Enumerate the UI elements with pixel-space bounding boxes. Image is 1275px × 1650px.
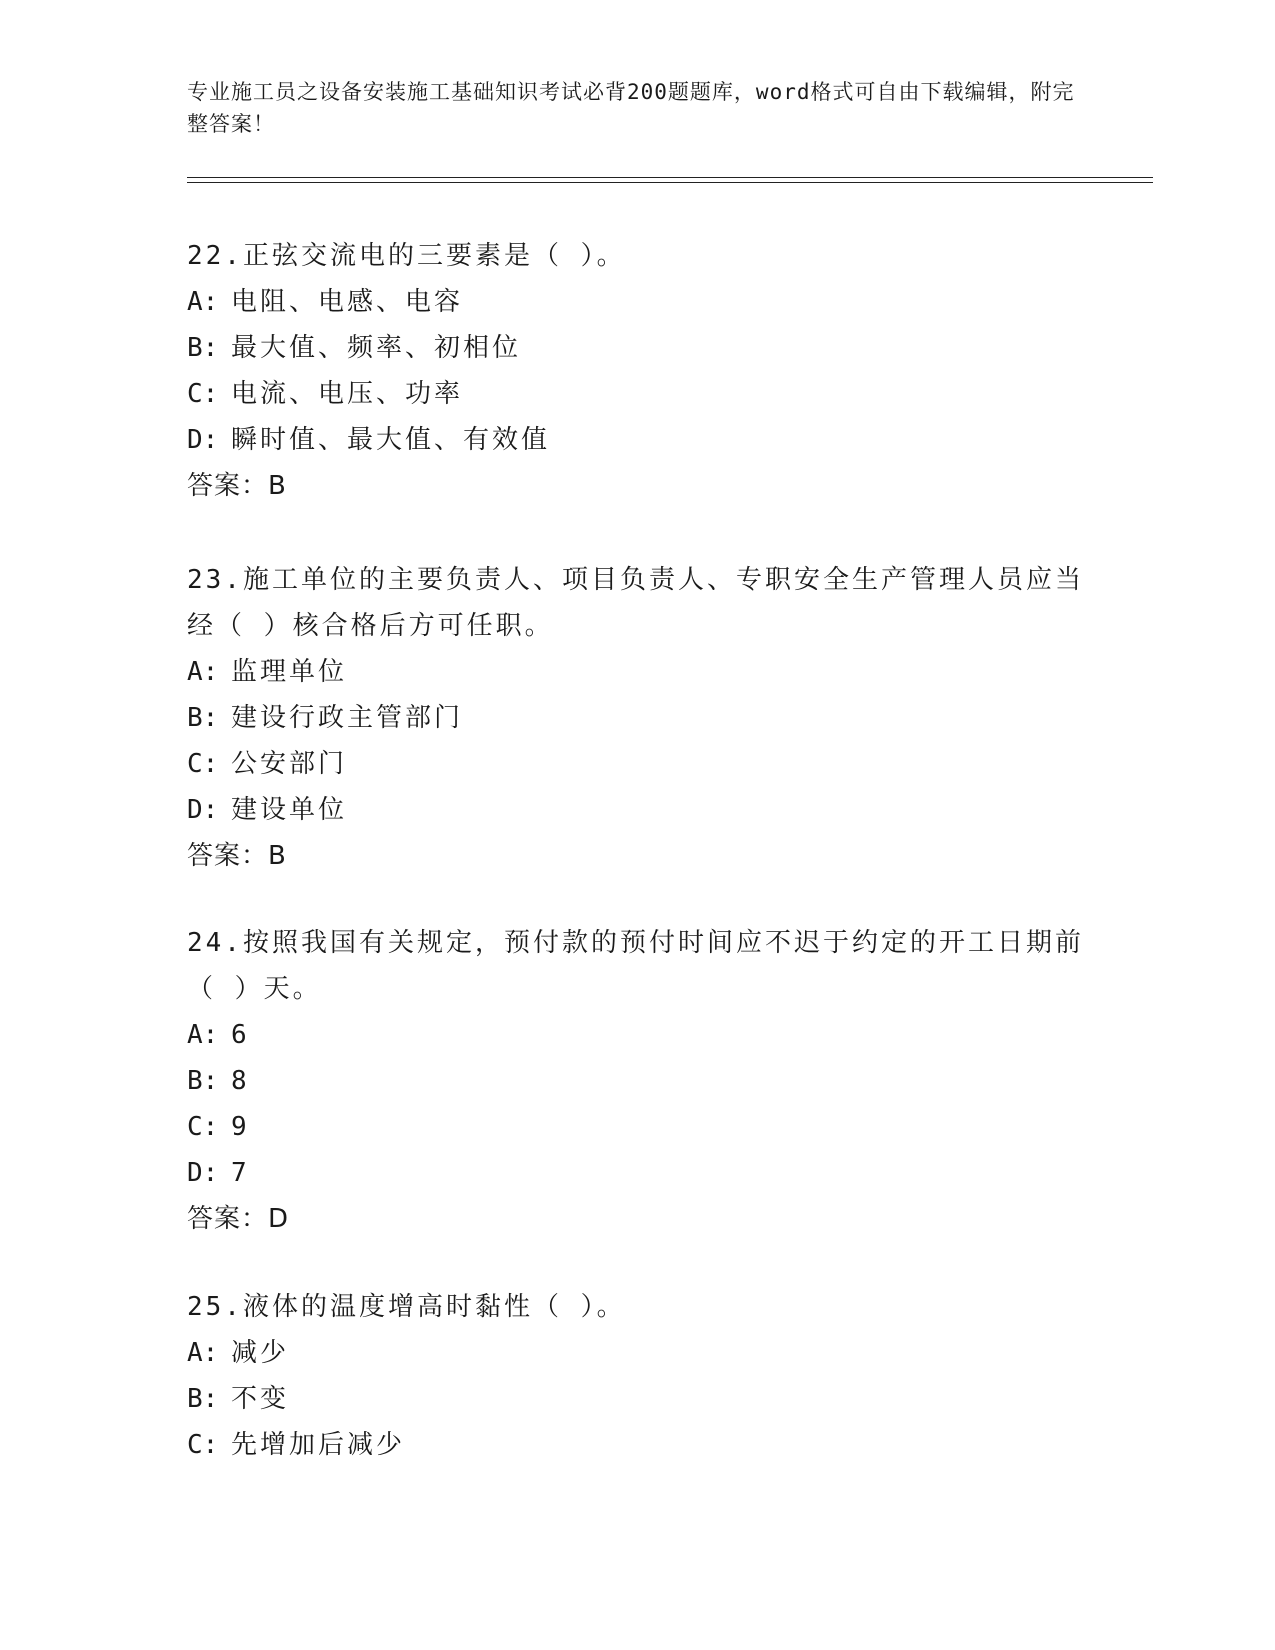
option-c (187, 1422, 1087, 1468)
option-text: 电阻、电感、电容 (231, 287, 464, 317)
option-text: 瞬时值、最大值、有效值 (231, 425, 551, 455)
option-text: 不变 (231, 1384, 290, 1414)
option-a (187, 1330, 1087, 1376)
option-letter: C: (187, 749, 219, 779)
question-text: 24.按照我国有关规定，预付款的预付时间应不迟于约定的开工日期前（ ）天。 (187, 928, 1084, 1004)
option-letter: C: (187, 379, 219, 409)
question-23 (187, 557, 1087, 879)
option-letter: D: (187, 1158, 219, 1188)
option-text: 建设单位 (231, 795, 348, 825)
option-text: 减少 (231, 1338, 290, 1368)
option-c (187, 371, 1087, 417)
option-letter: B: (187, 1384, 219, 1414)
option-text: 公安部门 (231, 749, 348, 779)
answer-line: 答案：B (187, 471, 287, 501)
question-25 (187, 1284, 1087, 1468)
option-text: 电流、电压、功率 (231, 379, 464, 409)
option-letter: A: (187, 287, 219, 317)
question-22 (187, 233, 1087, 509)
option-d (187, 417, 1087, 463)
option-letter: A: (187, 1338, 219, 1368)
answer-line: 答案：B (187, 841, 287, 871)
option-c (187, 1104, 1087, 1150)
option-a (187, 1012, 1087, 1058)
option-letter: A: (187, 657, 219, 687)
document-intro: 专业施工员之设备安装施工基础知识考试必背200题题库，word格式可自由下载编辑，附完整答案！ (187, 80, 1075, 136)
header-divider-top (187, 177, 1153, 178)
option-text: 6 (231, 1020, 250, 1050)
option-b (187, 695, 1087, 741)
option-letter: B: (187, 333, 219, 363)
option-letter: B: (187, 1066, 219, 1096)
option-text: 监理单位 (231, 657, 348, 687)
option-b (187, 325, 1087, 371)
option-text: 最大值、频率、初相位 (231, 333, 522, 363)
option-text: 7 (231, 1158, 250, 1188)
header-divider-bottom (187, 182, 1153, 183)
question-text: 23.施工单位的主要负责人、项目负责人、专职安全生产管理人员应当经（ ）核合格后方可任职。 (187, 565, 1084, 641)
option-letter: C: (187, 1112, 219, 1142)
option-letter: D: (187, 425, 219, 455)
option-letter: B: (187, 703, 219, 733)
option-text: 8 (231, 1066, 250, 1096)
option-a (187, 649, 1087, 695)
option-text: 9 (231, 1112, 250, 1142)
option-c (187, 741, 1087, 787)
option-text: 建设行政主管部门 (231, 703, 464, 733)
option-letter: D: (187, 795, 219, 825)
option-text: 先增加后减少 (231, 1430, 406, 1460)
question-24 (187, 920, 1087, 1242)
option-d (187, 787, 1087, 833)
option-letter: A: (187, 1020, 219, 1050)
option-b (187, 1376, 1087, 1422)
option-letter: C: (187, 1430, 219, 1460)
answer-line: 答案：D (187, 1204, 290, 1234)
option-d (187, 1150, 1087, 1196)
option-b (187, 1058, 1087, 1104)
question-text: 22.正弦交流电的三要素是（ ）。 (187, 241, 626, 271)
question-text: 25.液体的温度增高时黏性（ ）。 (187, 1292, 626, 1322)
option-a (187, 279, 1087, 325)
